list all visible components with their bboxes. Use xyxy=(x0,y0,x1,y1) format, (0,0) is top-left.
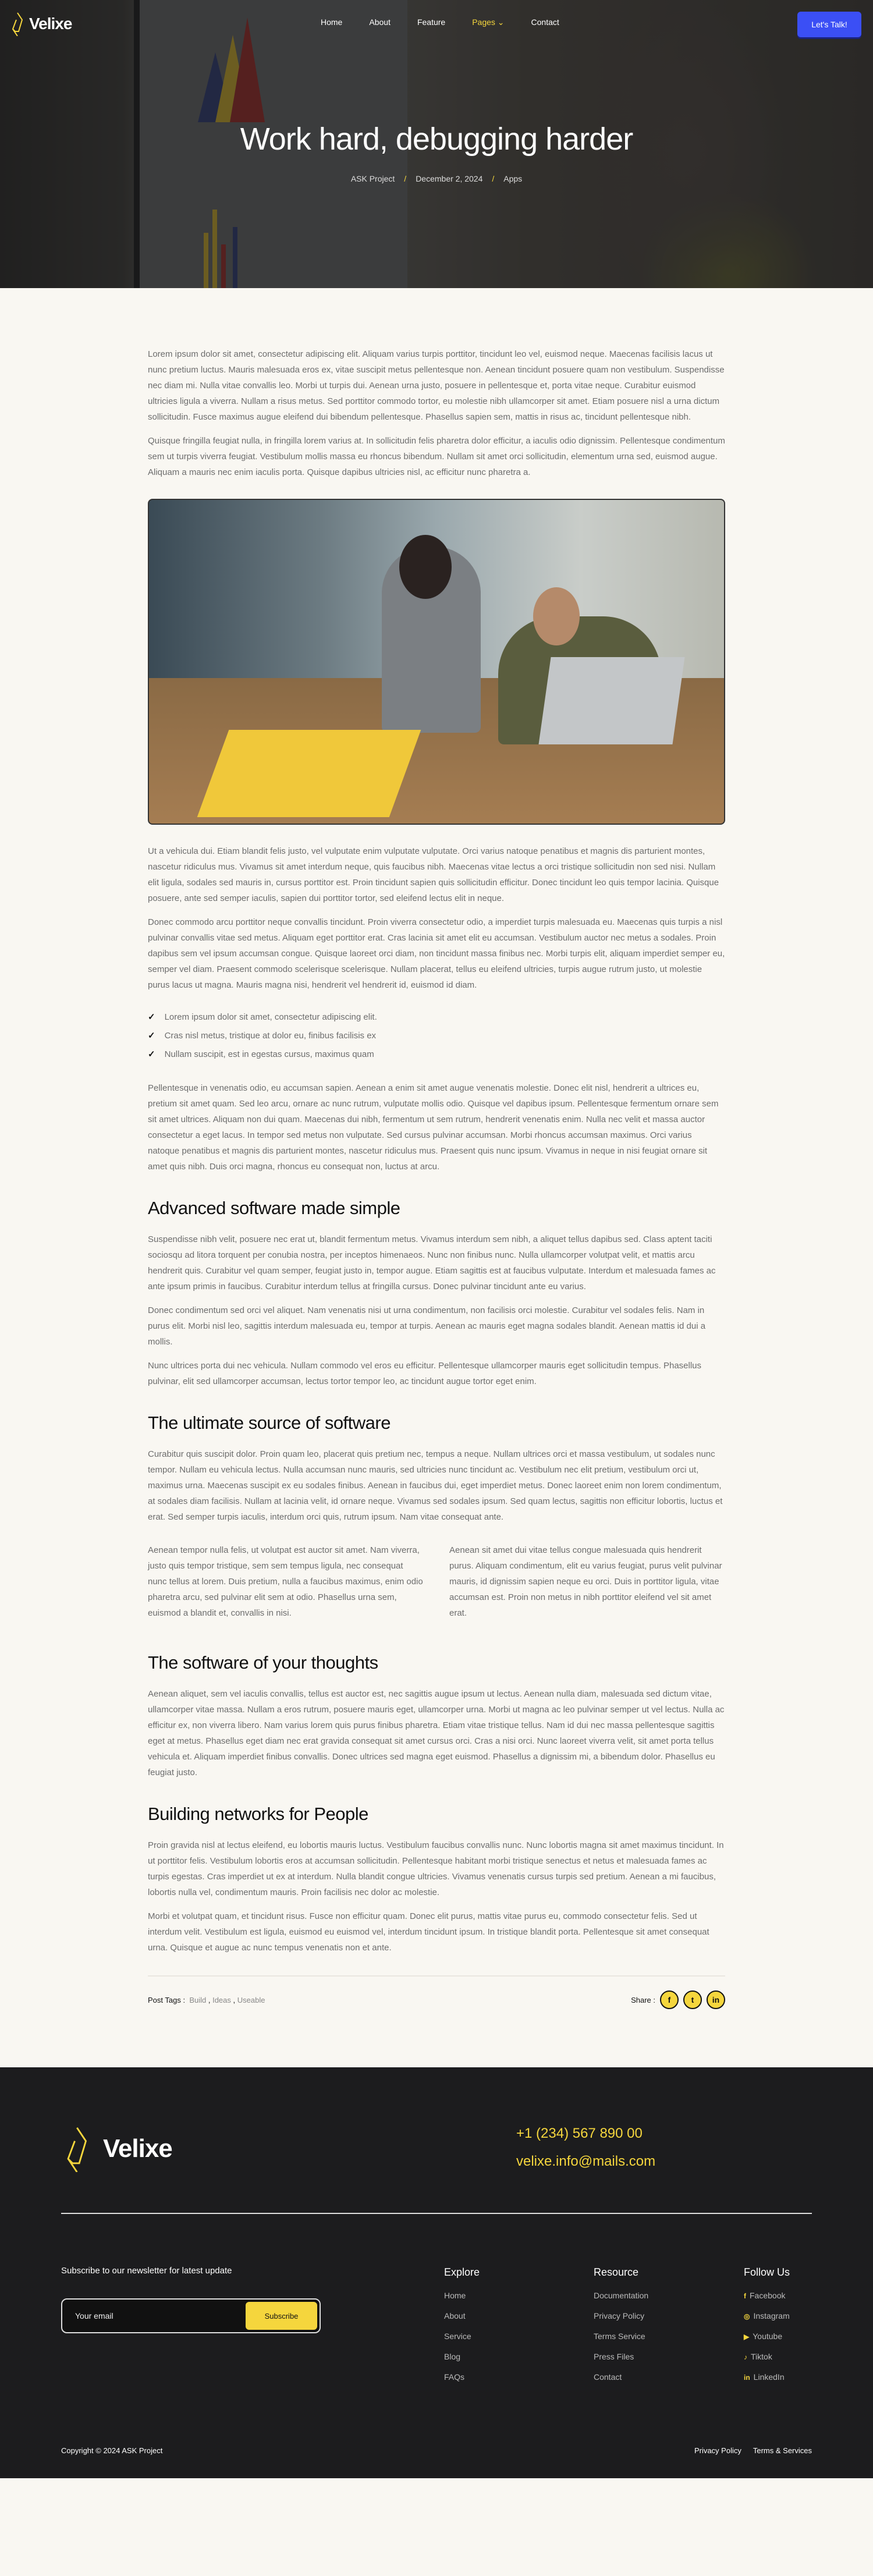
footer-phone[interactable]: +1 (234) 567 890 00 xyxy=(516,2126,643,2141)
chevron-down-icon: ⌄ xyxy=(497,17,505,27)
tiktok-icon: ♪ xyxy=(744,2353,747,2361)
newsletter-email-input[interactable] xyxy=(75,2311,180,2320)
footer-column-title: Resource xyxy=(594,2266,639,2278)
footer-logo[interactable] xyxy=(61,2126,172,2172)
footer-link-privacy[interactable]: Privacy Policy xyxy=(594,2311,645,2320)
nav-menu xyxy=(321,17,586,27)
linkedin-icon[interactable]: in xyxy=(707,1990,725,2009)
photo-person-head xyxy=(399,535,452,599)
nav-contact[interactable]: Contact xyxy=(531,17,559,27)
checklist-item xyxy=(148,1008,725,1027)
logo-icon xyxy=(12,12,27,36)
footer-email[interactable]: velixe.info@mails.com xyxy=(516,2153,656,2169)
legal-privacy-link[interactable]: Privacy Policy xyxy=(694,2446,741,2455)
brand-logo[interactable] xyxy=(12,12,72,36)
paragraph: Quisque fringilla feugiat nulla, in fringilla lorem varius at. In sollicitudin felis pharetra dolor efficitur, a iaculis odio dignissim. Pellentesque condimentum sem ut turpis viverra feugiat. Vestibulum mollis massa eu rhoncus bibendum. Nullam sit amet orci sollicitudin, elementum urna sed, euismod augue. Aliquam a mauris nec enim iaculis porta. Quisque dapibus ultricies nisl, ac efficitur nunc pharetra a. xyxy=(148,436,725,477)
youtube-icon: ▶ xyxy=(744,2333,750,2341)
column-paragraph: Aenean tempor nulla felis, ut volutpat est auctor sit amet. Nam viverra, justo quis tempor tristique, sem sem tempus ligula, nec consequat nunc tellus at lorem. Duis pretium, nulla a faucibus maximus, enim odio pharetra arcu, sed pulvinar elit sem at odio. Phasellus urna sem, euismod a blandit et, convallis in nisi. xyxy=(148,1545,423,1618)
footer-link-home[interactable]: Home xyxy=(444,2291,466,2300)
paragraph: Pellentesque in venenatis odio, eu accumsan sapien. Aenean a enim sit amet augue venenatis molestie. Donec elit nisl, hendrerit a ultrices eu, pretium sit amet quam. Sed leo arcu, ornare ac nunc rutrum, vulputate mollis odio. Quisque vel dapibus ipsum. Pellentesque fermentum ornare sem sit amet ultrices. Aliquam non dui quam. Maecenas dui nibh, fermentum ut sem rutrum, hendrerit venenatis enim. Nulla nec velit et massa auctor consectetur a eget lacus. In tempor sed metus non vulputate. Sed cursus pulvinar accumsan. Morbi rhoncus accumsan maximus. Orci varius natoque penatibus et magnis dis parturient montes, nascetur ridiculus mus. Praesent quis nunc ipsum. Vivamus in neque in nisi feugiat ornare sit amet quis nibh. Duis orci magna, rhoncus eu consequat non, luctus at arcu. xyxy=(148,1083,719,1172)
site-footer xyxy=(0,2067,873,2478)
meta-separator: / xyxy=(404,174,407,183)
footer-link-linkedin[interactable] xyxy=(744,2372,790,2382)
section-heading: The software of your thoughts xyxy=(148,1652,378,1673)
logo-icon xyxy=(61,2126,100,2172)
paragraph: Morbi et volutpat quam, et tincidunt risus. Fusce non efficitur quam. Donec elit purus, mattis vitae purus eu, commodo consectetur felis. Sed ut interdum velit. Vestibulum est ligula, euismod eu euismod vel, interdum tincidunt ipsum. In tristique blandit porta. Pellentesque sit amet consequat urna. Quisque et augue ac nunc tempus venenatis non et ante. xyxy=(148,1911,709,1953)
share-label: Share : xyxy=(631,1995,655,2004)
section-heading: Building networks for People xyxy=(148,1804,368,1824)
facebook-icon[interactable]: f xyxy=(660,1990,679,2009)
main-nav xyxy=(0,0,873,48)
checklist xyxy=(148,1008,725,1064)
facebook-icon: f xyxy=(744,2292,746,2300)
article xyxy=(148,288,725,2009)
article-image xyxy=(148,499,725,825)
section-heading: Advanced software made simple xyxy=(148,1198,400,1218)
two-column-text xyxy=(148,1542,725,1629)
lets-talk-button[interactable]: Let's Talk! xyxy=(797,12,861,37)
paragraph: Lorem ipsum dolor sit amet, consectetur adipiscing elit. Aliquam varius turpis porttitor, tincidunt leo vel, euismod neque. Maecenas facilisis lacus ut nunc pretium luctus. Mauris malesuada eros ex, vitae suscipit metus pellentesque non. Aenean tincidunt posuere quam non vestibulum. Suspendisse nec diam mi. Nulla vitae convallis leo. Morbi ut turpis dui. Aenean urna justo, posuere in pellentesque et, porta vitae neque. Curabitur euismod ultricies ligula a viverra. Nullam a risus metus. Sed porttitor commodo tortor, eu molestie nibh ullamcorper sit amet. Etiam posuere nisl a urna dictum sollicitudin. Fusce maximus augue eleifend dui bibendum pellentesque. Phasellus sapien sem, mattis in risus ac, tincidunt pellentesque nibh. xyxy=(148,349,725,422)
copyright: Copyright © 2024 ASK Project xyxy=(61,2446,163,2455)
checklist-text: Nullam suscipit, est in egestas cursus, maximus quam xyxy=(164,1049,374,1059)
hero xyxy=(0,0,873,288)
nav-pages-label: Pages xyxy=(472,17,495,27)
meta-date: December 2, 2024 xyxy=(416,174,483,183)
twitter-icon[interactable]: t xyxy=(683,1990,702,2009)
paragraph: Nunc ultrices porta dui nec vehicula. Nullam commodo vel eros eu efficitur. Pellentesque ullamcorper mauris eget sollicitudin tempus. Phasellus pulvinar, elit sed ullamcorper accumsan, lectus tortor tempor leo, ac tincidunt augue tortor eget enim. xyxy=(148,1361,702,1386)
link-label: Facebook xyxy=(750,2291,786,2300)
footer-link-blog[interactable]: Blog xyxy=(444,2352,461,2361)
footer-link-press[interactable]: Press Files xyxy=(594,2352,634,2361)
footer-link-tiktok[interactable] xyxy=(744,2352,790,2361)
tag-link[interactable]: Useable xyxy=(237,1995,265,2004)
link-label: Tiktok xyxy=(751,2352,772,2361)
photo-laptop xyxy=(538,657,684,744)
subscribe-button[interactable]: Subscribe xyxy=(246,2302,317,2330)
footer-link-service[interactable]: Service xyxy=(444,2332,471,2341)
footer-link-contact[interactable]: Contact xyxy=(594,2372,622,2382)
newsletter-title: Subscribe to our newsletter for latest update xyxy=(61,2266,232,2276)
paragraph: Donec condimentum sed orci vel aliquet. Nam venenatis nisi ut urna condimentum, non facilisis orci molestie. Curabitur vel sodales felis. Nam in purus elit. Morbi nisl leo, sagittis interdum malesuada eu, tempor at turpis. Aenean ac mauris eget magna sodales blandit. Aenean mattis id dui a mollis. xyxy=(148,1305,706,1347)
page-title: Work hard, debugging harder xyxy=(240,122,633,157)
footer-follow xyxy=(744,2266,790,2393)
tag-link[interactable]: Build xyxy=(189,1995,207,2004)
check-icon: ✓ xyxy=(148,1031,155,1041)
checklist-item xyxy=(148,1045,725,1064)
footer-link-documentation[interactable]: Documentation xyxy=(594,2291,649,2300)
paragraph: Ut a vehicula dui. Etiam blandit felis justo, vel vulputate enim vulputate vulputate. Orci varius natoque penatibus et magnis dis parturient montes, nascetur ridiculus mus. Vivamus sit amet interdum neque, quis faucibus nibh. Maecenas vitae lectus a orci tristique sollicitudin non sed nisi. Nullam elit ligula, sodales sed mauris in, cursus porttitor est. Proin tincidunt sapien quis sollicitudin efficitur. Donec tincidunt leo quis tempor lacinia. Quisque posuere, ante sed semper iaculis, sapien dui porttitor tortor, sed eleifend lectus elit in neque. xyxy=(148,846,719,903)
newsletter-form xyxy=(61,2298,321,2333)
meta-author[interactable]: ASK Project xyxy=(350,174,395,183)
link-label: Instagram xyxy=(753,2311,790,2320)
checklist-text: Cras nisl metus, tristique at dolor eu, finibus facilisis ex xyxy=(164,1031,377,1041)
nav-about[interactable]: About xyxy=(369,17,391,27)
brand-name: Velixe xyxy=(29,15,72,33)
paragraph: Donec commodo arcu porttitor neque convallis tincidunt. Proin viverra consectetur odio, a imperdiet turpis malesuada eu. Maecenas quis turpis a nisl pulvinar convallis vitae sed metus. Aliquam eget porttitor erat. Cras lacinia sit amet elit eu accumsan. Vestibulum auctor nec metus a sodales. Proin dapibus sem vel ipsum accumsan congue. Quisque laoreet orci diam, non tincidunt massa finibus nec. Morbi turpis elit, aliquam imperdiet semper eu, semper vel diam. Praesent commodo scelerisque scelerisque. Nullam placerat, tellus eu eleifend ultricies, turpis augue rutrum justo, ut molestie purus lacus ut magna. Mauris magna nisi, hendrerit vel hendrerit id, euismod id diam. xyxy=(148,917,725,990)
column-paragraph: Aenean sit amet dui vitae tellus congue malesuada quis hendrerit purus. Aliquam condimentum, elit eu varius feugiat, purus velit pulvinar mauris, id dignissim sapien neque eu orci. Duis in porttitor ligula, vitae accumsan est. Proin non metus in nibh porttitor eleifend vel sit amet erat. xyxy=(449,1545,722,1618)
post-meta xyxy=(0,174,873,183)
linkedin-icon: in xyxy=(744,2373,750,2382)
paragraph: Suspendisse nibh velit, posuere nec erat ut, blandit fermentum metus. Vivamus interdum sem nibh, a aliquet tellus dapibus sed. Class aptent taciti sociosqu ad litora torquent per conubia nostra, per inceptos himenaeos. Nunc non finibus nunc. Nulla ullamcorper volutpat velit, et mattis arcu hendrerit quis. Curabitur vel quam semper, feugiat justo in, tempor augue. Etiam sagittis est at faucibus vulputate. Interdum et malesuada fames ac ante ipsum primis in faucibus. Curabitur interdum tellus at fringilla cursus. Donec pulvinar tincidunt ante eu varius. xyxy=(148,1234,716,1291)
footer-column-title: Follow Us xyxy=(744,2266,790,2278)
photo-person-head xyxy=(533,587,580,645)
section-heading: The ultimate source of software xyxy=(148,1413,391,1433)
footer-link-youtube[interactable] xyxy=(744,2332,790,2341)
footer-link-about[interactable]: About xyxy=(444,2311,466,2320)
footer-brand-name: Velixe xyxy=(103,2134,172,2163)
paragraph: Curabitur quis suscipit dolor. Proin quam leo, placerat quis pretium nec, tempus a neque. Nullam ultrices orci et massa vestibulum, ut sodales nunc tempor. Nullam eu vehicula lectus. Nulla accumsan nunc mauris, sed ultricies nunc tincidunt ac. Vestibulum nec elit pretium, vestibulum orci ut, maximus urna. Maecenas suscipit ex eu sodales finibus. Aenean in faucibus dui, eget imperdiet metus. Donec laoreet enim non lorem condimentum, at sodales diam facilisis. Nullam at lacinia velit, id ornare neque. Vivamus sed sodales ipsum. Sed quam lectus, sagittis non efficitur lobortis, luctus et erat. Sed semper turpis iaculis, interdum orci quis, rutrum ipsum. Nam vitae consequat ante. xyxy=(148,1449,723,1522)
check-icon: ✓ xyxy=(148,1012,155,1022)
checklist-text: Lorem ipsum dolor sit amet, consectetur adipiscing elit. xyxy=(164,1012,377,1022)
instagram-icon: ◎ xyxy=(744,2312,750,2320)
footer-divider xyxy=(61,2213,812,2214)
legal-links xyxy=(694,2446,812,2455)
footer-contact xyxy=(516,2126,655,2181)
photo-paper xyxy=(197,730,421,817)
link-label: LinkedIn xyxy=(753,2372,785,2382)
tag-link[interactable]: Ideas xyxy=(212,1995,231,2004)
share-links xyxy=(631,1990,725,2009)
post-tags: Post Tags : Build , Ideas , Useable xyxy=(148,1995,265,2004)
legal-terms-link[interactable]: Terms & Services xyxy=(753,2446,812,2455)
footer-link-instagram[interactable] xyxy=(744,2311,790,2320)
meta-separator: / xyxy=(492,174,495,183)
paragraph: Aenean aliquet, sem vel iaculis convallis, tellus est auctor est, nec sagittis augue ipsum ut lectus. Aenean nulla diam, malesuada sed dictum vitae, ullamcorper vitae massa. Nullam a eros rutrum, posuere mauris eget, ullamcorper urna. Morbi ut magna ac leo pulvinar semper ut vel lectus. Nulla ac efficitur ex, non viverra libero. Nam varius lorem quis purus finibus pharetra. Etiam vitae tristique tellus. Nam id dui nec massa pellentesque sagittis eget at metus. Phasellus eget diam nec erat gravida consequat sit amet cursus orci. Cras a nisi orci. Nunc laoreet viverra velit, sit amet porta tellus vehicula et. Aliquam imperdiet finibus convallis. Donec ultrices sed magna eget euismod. Phasellus a dignissim mi, a bibendum dolor. Phasellus eu feugiat justo. xyxy=(148,1689,725,1777)
nav-home[interactable]: Home xyxy=(321,17,343,27)
checklist-item xyxy=(148,1027,725,1045)
check-icon: ✓ xyxy=(148,1049,155,1059)
footer-resource xyxy=(594,2266,648,2393)
footer-link-facebook[interactable] xyxy=(744,2291,790,2300)
link-label: Youtube xyxy=(753,2332,783,2341)
nav-feature[interactable]: Feature xyxy=(417,17,446,27)
post-footer xyxy=(148,1975,725,2009)
nav-pages[interactable] xyxy=(472,17,504,27)
paragraph: Proin gravida nisl at lectus eleifend, eu lobortis mauris luctus. Vestibulum faucibus convallis nunc. Nunc lobortis magna sit amet maximus tincidunt. In ut porttitor felis. Vestibulum lobortis eros at accumsan sollicitudin. Pellentesque habitant morbi tristique senectus et netus et malesuada fames ac turpis egestas. Cras imperdiet ut ex at interdum. Nulla blandit congue ultricies. Vivamus venenatis cursus turpis sed pretium. Aenean a mi faucibus, lobortis nulla vel, condimentum mauris. Proin facilisis nec dolor ac molestie. xyxy=(148,1840,724,1897)
footer-column-title: Explore xyxy=(444,2266,480,2278)
footer-link-terms[interactable]: Terms Service xyxy=(594,2332,645,2341)
post-tags-label: Post Tags : xyxy=(148,1995,186,2004)
footer-link-faqs[interactable]: FAQs xyxy=(444,2372,465,2382)
footer-explore xyxy=(444,2266,480,2393)
meta-category[interactable]: Apps xyxy=(503,174,523,183)
